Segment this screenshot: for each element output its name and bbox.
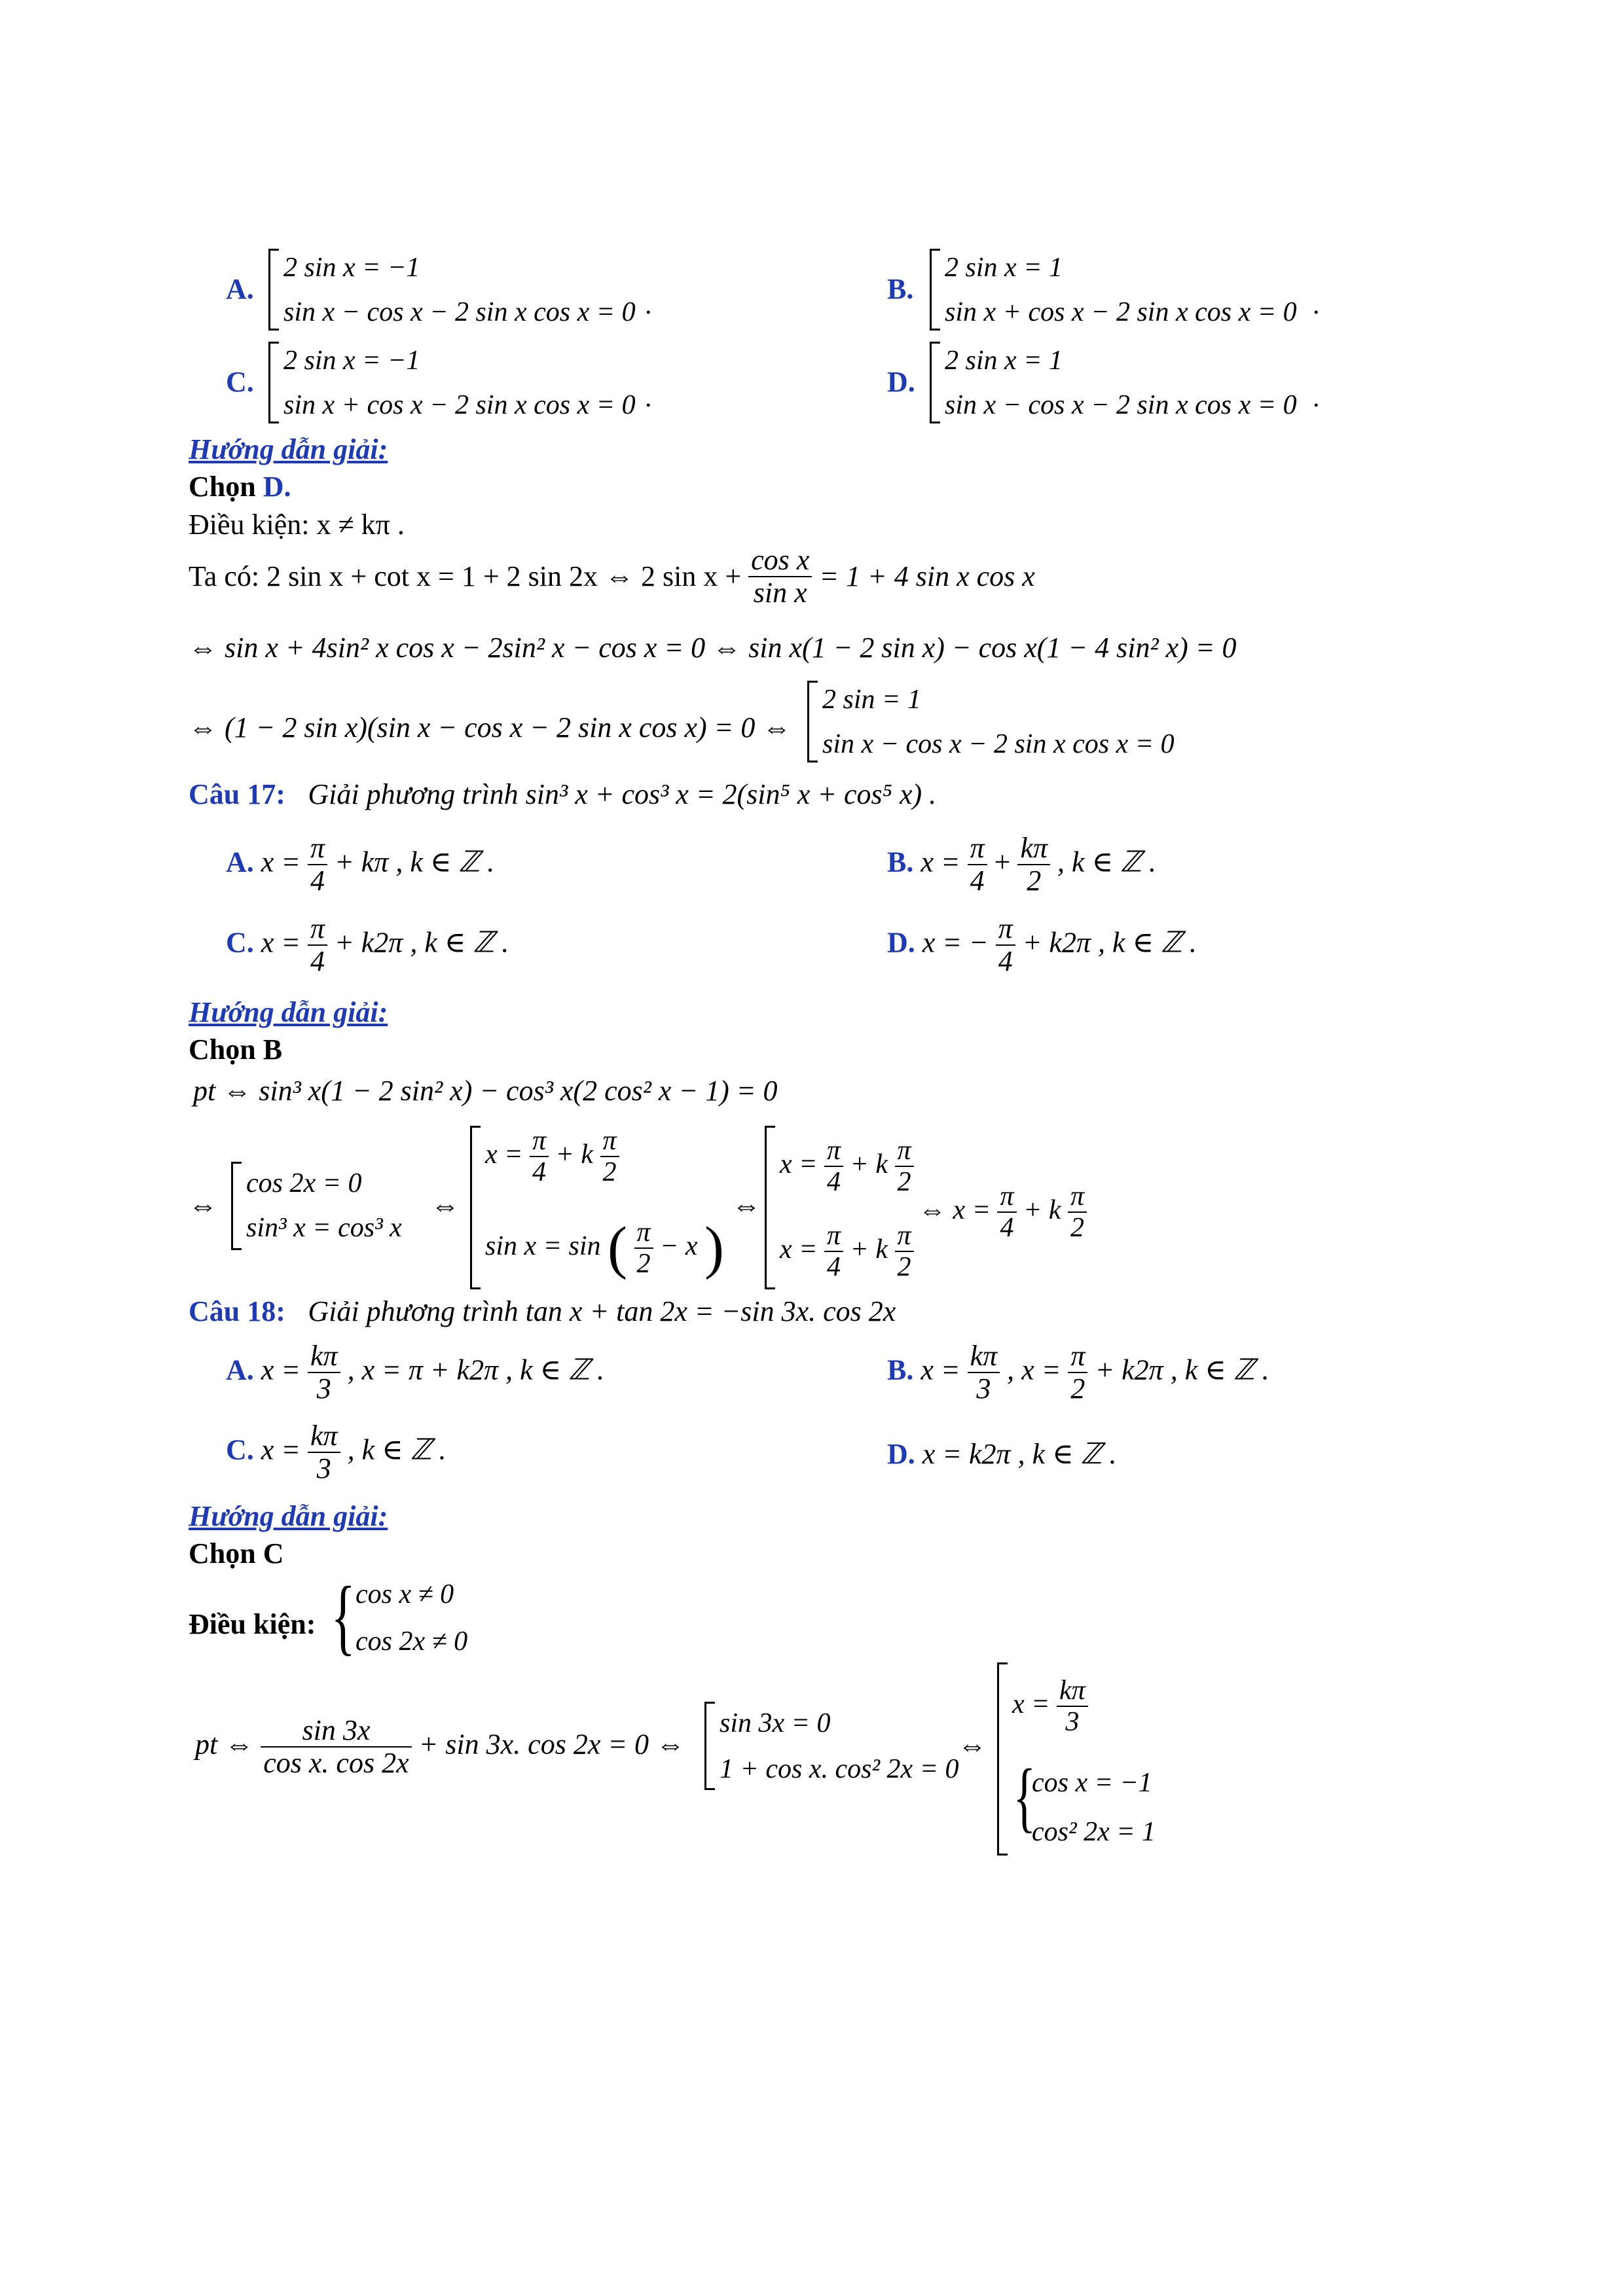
fraction <box>1068 1340 1087 1405</box>
period: . <box>1313 383 1320 413</box>
case-line-1: 2 sin x = −1 <box>283 253 420 283</box>
fraction <box>895 1136 914 1197</box>
numerator: kπ <box>1057 1676 1088 1707</box>
denominator: 2 <box>897 1252 911 1283</box>
option-text: x = <box>921 846 960 878</box>
case-text: + k <box>850 1149 888 1179</box>
option-text: + k2π , k ∈ ℤ . <box>1022 926 1197 959</box>
q17-option-a[interactable] <box>226 833 494 897</box>
numerator: π <box>634 1217 653 1249</box>
iff-symbol: ⇔ <box>958 1729 987 1761</box>
denominator: 4 <box>532 1157 546 1188</box>
q18-step-1 <box>189 1662 1236 1859</box>
choose-line <box>189 473 291 501</box>
case-line-1 <box>780 1136 914 1197</box>
option-label: A. <box>226 1354 254 1386</box>
case-line-1: 2 sin x = 1 <box>945 253 1063 283</box>
case-text: x = <box>485 1139 523 1170</box>
option-text: x = − <box>922 926 989 959</box>
case-bracket <box>470 1126 734 1289</box>
option-label: C. <box>226 926 254 959</box>
fraction <box>634 1217 653 1279</box>
numerator: π <box>968 833 987 865</box>
choose-answer: D. <box>263 471 291 503</box>
fraction <box>1057 1676 1088 1737</box>
denominator: 2 <box>602 1157 617 1188</box>
question-18 <box>189 1297 896 1326</box>
case-line-3: cos² 2x = 1 <box>1032 1817 1156 1847</box>
denominator: cos x. cos 2x <box>263 1747 409 1780</box>
denominator: 4 <box>310 945 325 978</box>
fraction <box>824 1136 843 1197</box>
case-bracket <box>765 1126 937 1289</box>
q18-option-d[interactable] <box>887 1440 1116 1469</box>
period: . <box>645 290 652 320</box>
numerator: π <box>997 1181 1016 1213</box>
condition-line: Điều kiện: x ≠ kπ . <box>189 509 405 541</box>
case-text: sin x = sin <box>485 1230 601 1261</box>
fraction <box>600 1126 619 1187</box>
iff-symbol: ⇔ <box>431 1189 460 1221</box>
numerator: π <box>1068 1181 1087 1213</box>
case-line-1 <box>1012 1676 1088 1737</box>
q17-option-c[interactable] <box>226 913 509 978</box>
option-text: x = <box>261 1433 301 1466</box>
question-text: Giải phương trình tan x + tan 2x = −sin 3x. cos 2x <box>308 1295 896 1327</box>
fraction <box>530 1126 549 1187</box>
case-line-1: cos 2x = 0 <box>246 1168 362 1198</box>
case-bracket <box>930 342 1338 423</box>
option-text: x = <box>261 846 301 878</box>
option-text: x = <box>921 1354 960 1386</box>
q17-step-2 <box>189 1126 1171 1296</box>
option-text: + k2π , k ∈ ℤ . <box>335 926 509 959</box>
numerator: π <box>308 913 327 946</box>
case-line-2 <box>780 1221 914 1282</box>
option-label: B. <box>887 273 914 305</box>
denominator: 3 <box>1065 1707 1080 1738</box>
question-label: Câu 18: <box>189 1295 285 1327</box>
q17-step-1: pt ⇔ sin³ x(1 − 2 sin² x) − cos³ x(2 cos² x − 1) = 0 <box>193 1075 778 1107</box>
guide-heading: Hướng dẫn giải: <box>189 433 388 465</box>
option-text: , x = π + k2π , k ∈ ℤ . <box>347 1354 604 1386</box>
option-label: B. <box>887 1354 914 1386</box>
denominator: 3 <box>316 1452 331 1485</box>
q18-option-a[interactable] <box>226 1340 604 1405</box>
numerator: kπ <box>308 1420 340 1453</box>
case-text: + k <box>850 1234 888 1265</box>
option-label: D. <box>887 366 915 398</box>
fraction <box>1017 833 1050 897</box>
denominator: 4 <box>310 865 325 897</box>
step-text: Ta có: 2 sin x + cot x = 1 + 2 sin 2x ⇔ 2 sin x + <box>189 560 742 593</box>
case-line-2: 1 + cos x. cos² 2x = 0 <box>720 1754 959 1784</box>
case-bracket <box>268 342 676 423</box>
case-text: + k <box>1023 1194 1061 1225</box>
case-text: ⇔ x = <box>919 1194 991 1225</box>
case-line-2: sin x − cos x − 2 sin x cos x = 0 <box>822 729 1175 759</box>
case-line-1: 2 sin = 1 <box>822 685 921 715</box>
fraction <box>308 913 327 978</box>
denominator: 2 <box>1070 1213 1085 1244</box>
case-bracket <box>268 249 676 331</box>
iff-symbol: ⇔ <box>732 1189 761 1221</box>
iff-symbol: ⇔ <box>189 1189 217 1221</box>
case-bracket <box>704 1702 968 1790</box>
step-text: pt ⇔ <box>195 1728 254 1761</box>
question-text: Giải phương trình sin³ x + cos³ x = 2(sin⁵ x + cos⁵ x) . <box>308 778 937 810</box>
case-line-2: sin³ x = cos³ x <box>246 1213 402 1243</box>
final-result <box>919 1181 1087 1243</box>
denominator: sin x <box>753 577 807 609</box>
fraction <box>308 833 327 897</box>
case-line-2: cos x = −1 <box>1032 1768 1152 1798</box>
case-bracket <box>930 249 1338 331</box>
q18-option-c[interactable] <box>226 1420 446 1485</box>
fraction <box>968 1340 1000 1405</box>
case-line-2: sin x − cos x − 2 sin x cos x = 0 <box>945 390 1297 420</box>
option-label: D. <box>887 1438 915 1470</box>
numerator: π <box>530 1126 549 1157</box>
denominator: 3 <box>976 1372 991 1405</box>
numerator: π <box>1068 1340 1087 1373</box>
step-text: + sin 3x. cos 2x = 0 ⇔ <box>418 1728 685 1761</box>
case-line-1 <box>485 1126 619 1187</box>
option-text: + kπ , k ∈ ℤ . <box>335 846 495 878</box>
q17-option-b[interactable] <box>887 833 1156 897</box>
option-text: x = k2π , k ∈ ℤ . <box>922 1438 1117 1470</box>
numerator: kπ <box>1017 833 1050 865</box>
numerator: π <box>824 1221 843 1252</box>
option-text: + k2π , k ∈ ℤ . <box>1095 1354 1269 1386</box>
q17-option-d[interactable] <box>887 913 1197 978</box>
case-text: x = <box>780 1149 818 1179</box>
case-line-1: sin 3x = 0 <box>720 1708 831 1738</box>
guide-heading: Hướng dẫn giải: <box>189 996 388 1028</box>
fraction <box>748 545 812 609</box>
option-label: B. <box>887 846 914 878</box>
brace: { <box>1013 1753 1036 1840</box>
condition-line-1: cos x ≠ 0 <box>356 1579 454 1609</box>
option-text: x = <box>261 1354 301 1386</box>
fraction <box>308 1420 340 1485</box>
case-line-2: sin x + cos x − 2 sin x cos x = 0 <box>945 297 1297 327</box>
fraction <box>1068 1181 1087 1243</box>
case-text: + k <box>555 1139 594 1170</box>
numerator: sin 3x <box>261 1715 411 1748</box>
case-bracket <box>231 1162 429 1250</box>
option-label: D. <box>887 926 915 959</box>
denominator: 4 <box>970 865 985 897</box>
choose-label: Chọn <box>189 471 256 503</box>
option-text: + <box>994 846 1011 878</box>
denominator: 4 <box>1000 1213 1014 1244</box>
numerator: π <box>996 913 1015 946</box>
numerator: kπ <box>308 1340 340 1373</box>
option-text: , x = <box>1007 1354 1061 1386</box>
fraction <box>824 1221 843 1282</box>
option-text: , k ∈ ℤ . <box>1057 846 1156 878</box>
case-line-2: sin x + cos x − 2 sin x cos x = 0 <box>283 390 636 420</box>
numerator: cos x <box>748 545 812 577</box>
option-label: C. <box>226 366 254 398</box>
denominator: 2 <box>1027 865 1042 897</box>
condition-line-2: cos 2x ≠ 0 <box>356 1626 468 1657</box>
numerator: π <box>308 833 327 865</box>
fraction <box>996 913 1015 978</box>
condition-label: Điều kiện: <box>189 1608 316 1640</box>
denominator: 4 <box>998 945 1013 978</box>
q18-option-b[interactable] <box>887 1340 1269 1405</box>
open-paren: ( <box>608 1215 627 1281</box>
fraction <box>968 833 987 897</box>
option-label: A. <box>226 846 254 878</box>
option-label: A. <box>226 273 254 305</box>
case-line-1: 2 sin x = −1 <box>283 346 420 376</box>
question-label: Câu 17: <box>189 778 285 810</box>
case-text: x = <box>780 1234 818 1265</box>
case-bracket <box>997 1662 1195 1856</box>
option-text: x = <box>261 926 301 959</box>
step-text: ⇔ (1 − 2 sin x)(sin x − cos x − 2 sin x cos x) = 0 ⇔ <box>189 711 792 744</box>
denominator: 2 <box>1070 1372 1085 1405</box>
q16-step-1 <box>189 545 1035 623</box>
option-label: C. <box>226 1433 254 1466</box>
case-line-2: sin x − cos x − 2 sin x cos x = 0 <box>283 297 636 327</box>
option-text: , k ∈ ℤ . <box>347 1433 447 1466</box>
fraction <box>261 1715 411 1780</box>
denominator: 3 <box>316 1372 331 1405</box>
brace: { <box>331 1570 356 1664</box>
denominator: 4 <box>827 1167 841 1198</box>
numerator: π <box>824 1136 843 1167</box>
question-17 <box>189 780 936 809</box>
numerator: kπ <box>968 1340 1000 1373</box>
fraction <box>895 1221 914 1282</box>
period: . <box>1313 290 1320 320</box>
case-line-1: 2 sin x = 1 <box>945 346 1063 376</box>
choose-label: Chọn B <box>189 1033 283 1066</box>
step-text-line <box>195 1715 685 1780</box>
fraction <box>997 1181 1016 1243</box>
step-text: = 1 + 4 sin x cos x <box>819 560 1035 593</box>
case-bracket <box>807 681 1215 762</box>
case-text: x = <box>1012 1689 1050 1719</box>
fraction <box>308 1340 340 1405</box>
close-paren: ) <box>704 1215 725 1281</box>
period: . <box>645 383 652 413</box>
guide-heading: Hướng dẫn giải: <box>189 1500 388 1532</box>
choose-label: Chọn C <box>189 1537 284 1570</box>
case-line-2 <box>485 1217 724 1279</box>
case-text: − x <box>660 1230 698 1261</box>
numerator: π <box>895 1221 914 1252</box>
q16-step-2: ⇔ sin x + 4sin² x cos x − 2sin² x − cos x = 0 ⇔ sin x(1 − 2 sin x) − cos x(1 − 4 sin² x) = 0 <box>189 632 1237 664</box>
numerator: π <box>895 1136 914 1167</box>
numerator: π <box>600 1126 619 1157</box>
denominator: 2 <box>636 1249 651 1280</box>
denominator: 4 <box>827 1252 841 1283</box>
denominator: 2 <box>897 1167 911 1198</box>
